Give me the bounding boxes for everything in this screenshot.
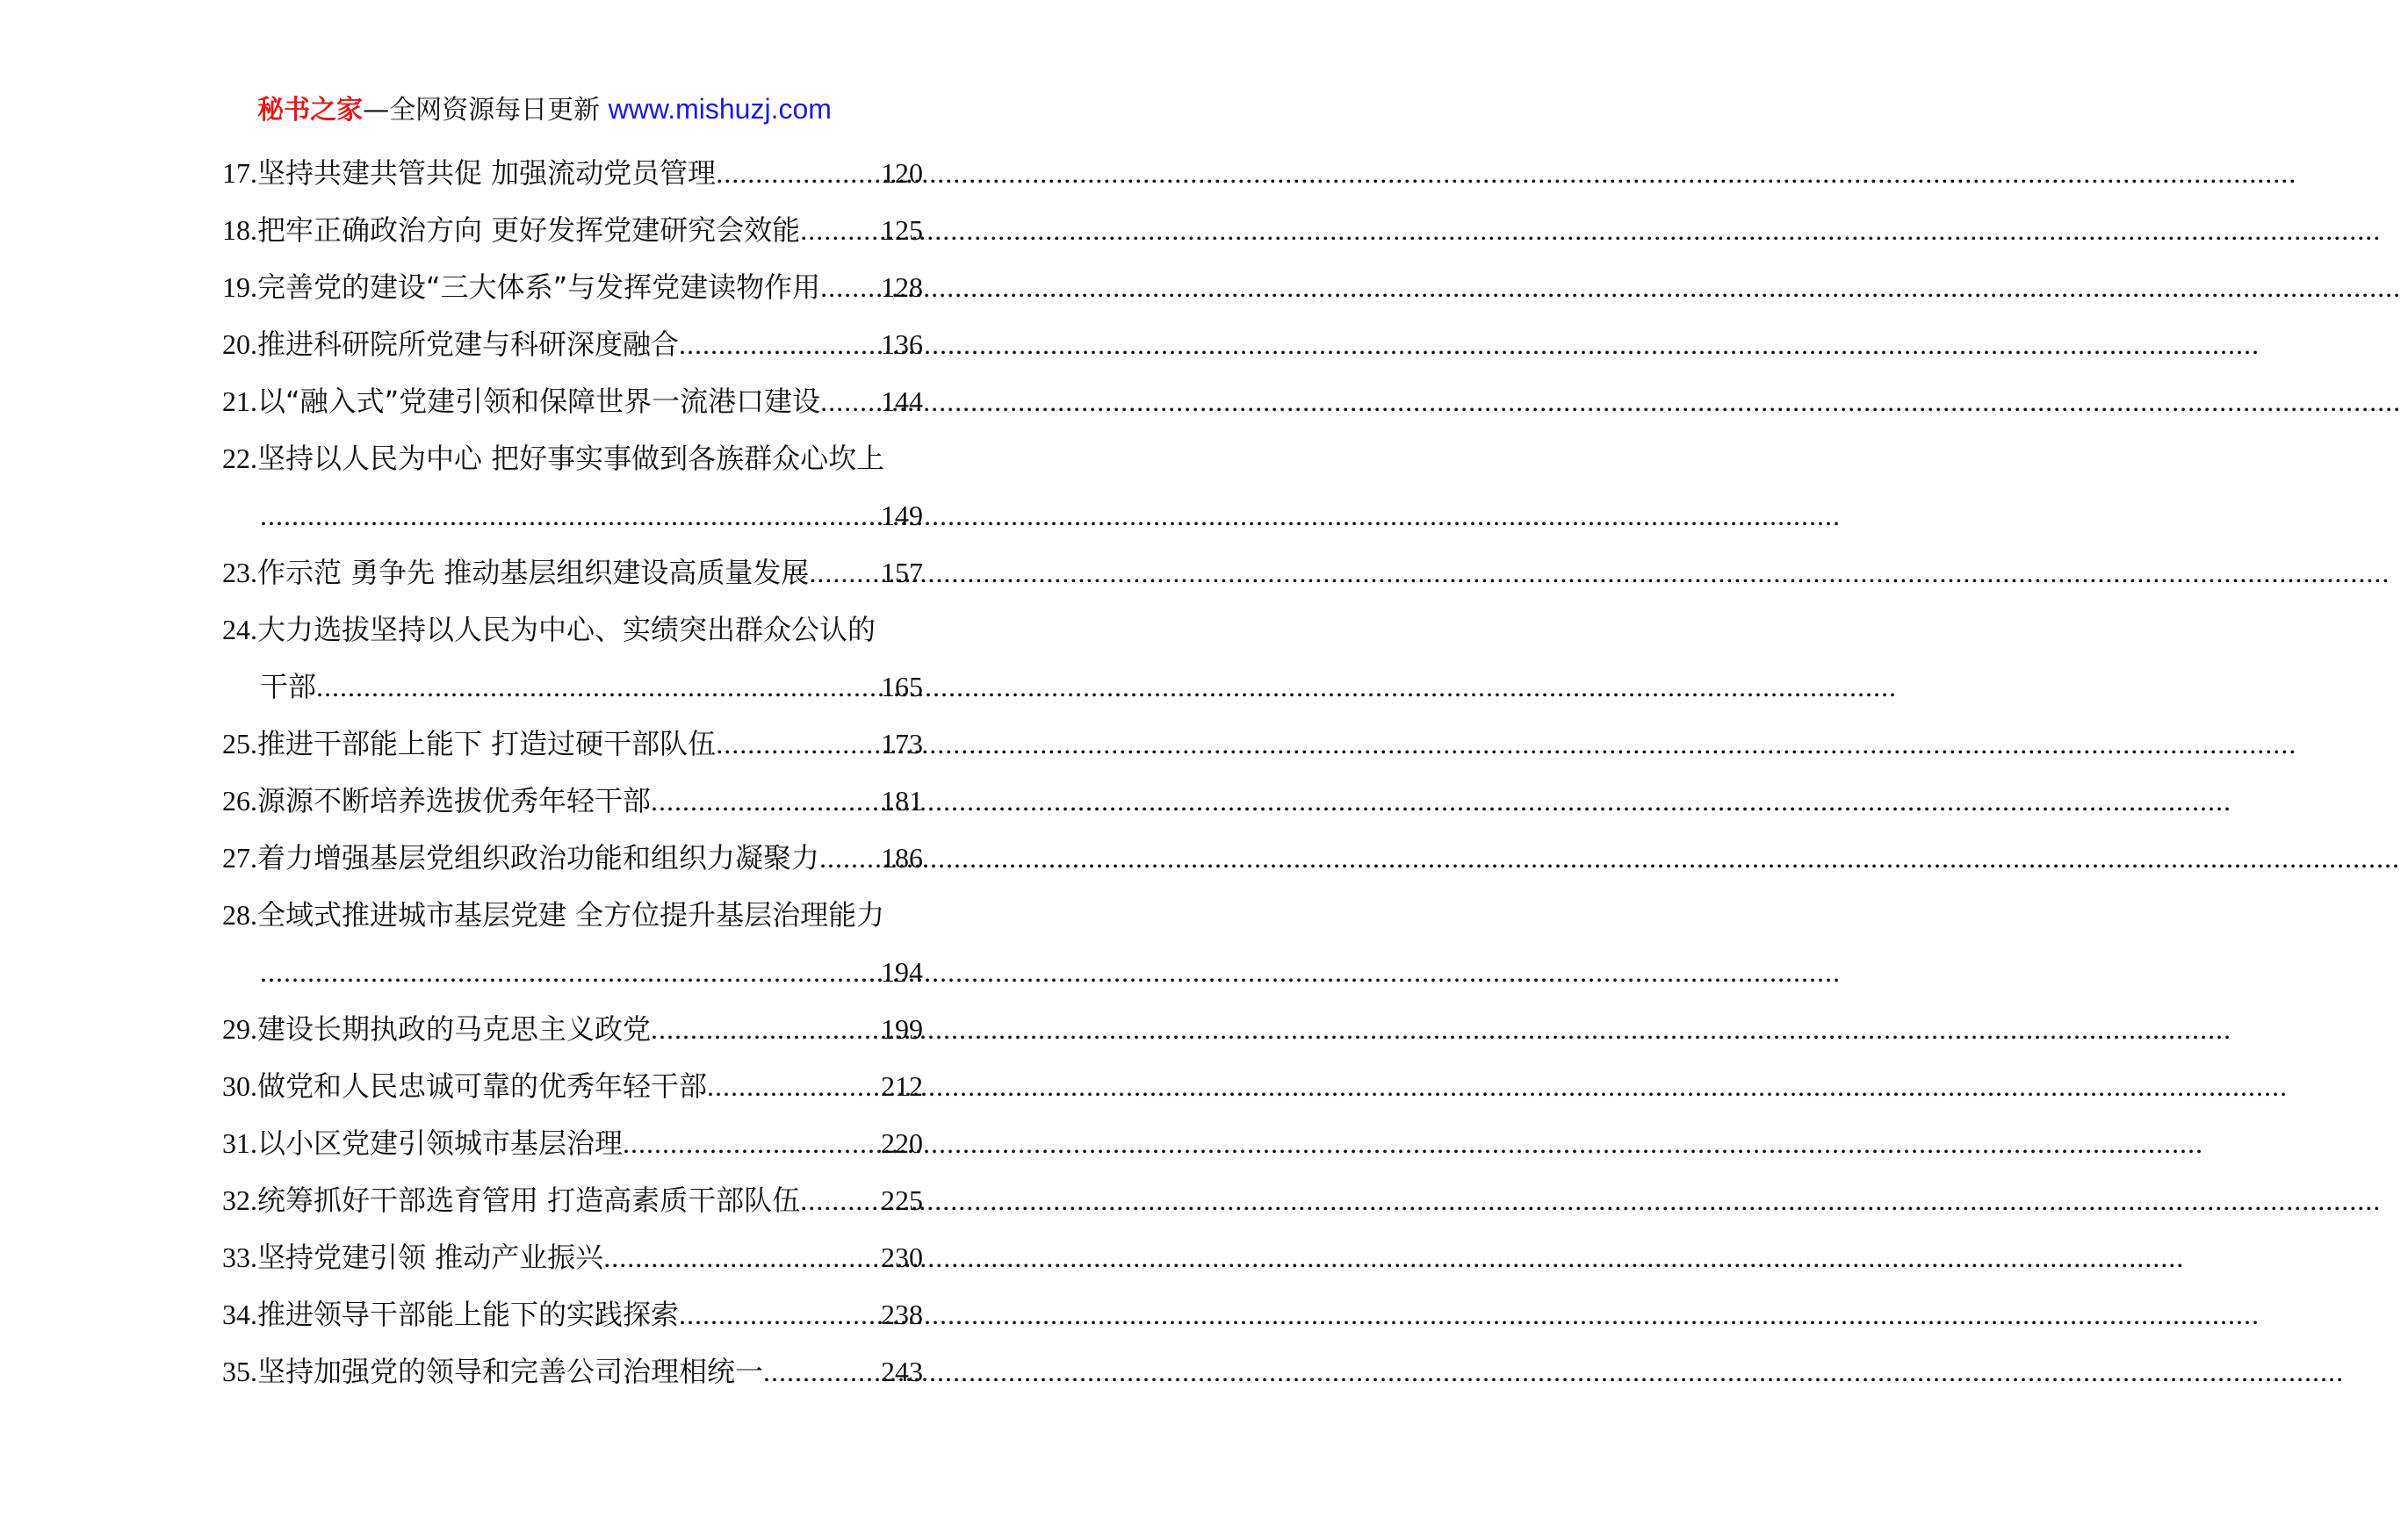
toc-entry-page-number: 212 — [881, 1070, 923, 1102]
toc-entry-title-continued: 干部 — [260, 670, 317, 703]
toc-entry-line — [222, 1058, 923, 1115]
toc-entry-title: 坚持共建共管共促 加强流动党员管理 — [257, 156, 717, 190]
toc-entry-line — [222, 1286, 923, 1343]
dot-leader — [819, 830, 879, 887]
toc-entry-number: 19. — [222, 271, 257, 303]
toc-entry-number: 25. — [222, 728, 257, 759]
toc-entry-line — [222, 944, 923, 1001]
toc-entry-line — [222, 259, 923, 316]
table-of-contents — [222, 145, 923, 1400]
toc-entry[interactable] — [222, 773, 923, 830]
toc-entry-title: 源源不断培养选拔优秀年轻干部 — [257, 784, 652, 817]
toc-entry-line — [222, 373, 923, 430]
toc-entry-title: 坚持加强党的领导和完善公司治理相统一 — [257, 1355, 764, 1388]
toc-entry[interactable] — [222, 259, 923, 316]
toc-entry-title: 以小区党建引领城市基层治理 — [257, 1126, 624, 1160]
dot-leader — [651, 1001, 879, 1058]
toc-entry-line — [222, 1115, 923, 1172]
toc-entry-page-number: 230 — [881, 1241, 923, 1273]
toc-entry-number: 32. — [222, 1184, 257, 1216]
toc-entry-page-number: 128 — [881, 271, 923, 303]
toc-entry[interactable] — [222, 544, 923, 601]
dot-leader — [820, 373, 879, 430]
toc-entry[interactable] — [222, 1115, 923, 1172]
toc-entry-line — [222, 1001, 923, 1058]
toc-entry-page-number: 238 — [881, 1299, 923, 1330]
header-tagline: —全网资源每日更新 — [363, 95, 609, 126]
toc-entry-line — [222, 1343, 923, 1400]
toc-entry-title: 推进科研院所党建与科研深度融合 — [257, 327, 680, 361]
toc-entry-title: 坚持党建引领 推动产业振兴 — [257, 1241, 604, 1274]
dot-leader — [800, 202, 879, 259]
toc-entry-line — [222, 601, 923, 658]
toc-entry[interactable] — [222, 145, 923, 202]
site-header — [0, 90, 1089, 130]
toc-entry[interactable] — [222, 430, 923, 544]
toc-entry-line — [222, 1229, 923, 1286]
toc-entry-line — [222, 145, 923, 202]
dot-leader — [679, 1286, 879, 1343]
toc-entry[interactable] — [222, 716, 923, 773]
toc-entry-number: 20. — [222, 328, 257, 360]
toc-entry-number: 34. — [222, 1299, 257, 1330]
toc-entry-page-number: 125 — [881, 214, 923, 246]
dot-leader — [679, 316, 879, 373]
toc-entry-line — [222, 773, 923, 830]
toc-entry-page-number: 194 — [881, 956, 923, 988]
toc-entry-title: 推进领导干部能上能下的实践探索 — [257, 1298, 680, 1331]
toc-entry[interactable] — [222, 601, 923, 716]
dot-leader — [707, 1058, 879, 1115]
toc-entry[interactable] — [222, 316, 923, 373]
toc-entry-number: 27. — [222, 842, 257, 874]
toc-entry-number: 31. — [222, 1127, 257, 1159]
toc-entry-page-number: 157 — [881, 557, 923, 588]
toc-entry-page-number: 186 — [881, 842, 923, 874]
toc-entry-title: 建设长期执政的马克思主义政党 — [257, 1012, 652, 1046]
toc-entry-number: 35. — [222, 1356, 257, 1387]
toc-entry-page-number: 243 — [881, 1356, 923, 1387]
toc-entry-number: 22. — [222, 443, 257, 474]
toc-entry-number: 33. — [222, 1241, 257, 1273]
toc-entry-page-number: 225 — [881, 1184, 923, 1216]
toc-entry-page-number: 181 — [881, 785, 923, 817]
toc-entry-number: 23. — [222, 557, 257, 588]
toc-entry-line — [222, 830, 923, 887]
toc-entry-page-number: 165 — [881, 671, 923, 702]
toc-entry[interactable] — [222, 887, 923, 1001]
toc-entry-line — [222, 316, 923, 373]
toc-entry-number: 30. — [222, 1070, 257, 1102]
toc-entry-line — [222, 544, 923, 601]
toc-entry-title: 完善党的建设“三大体系”与发挥党建读物作用 — [257, 270, 821, 304]
toc-entry[interactable] — [222, 1001, 923, 1058]
toc-entry[interactable] — [222, 1172, 923, 1229]
toc-entry-number: 21. — [222, 385, 257, 417]
dot-leader — [800, 1172, 879, 1229]
toc-entry-title: 坚持以人民为中心 把好事实事做到各族群众心坎上 — [257, 442, 885, 475]
toc-entry-number: 18. — [222, 214, 257, 246]
toc-entry-title: 作示范 勇争先 推动基层组织建设高质量发展 — [257, 556, 810, 589]
toc-entry-title: 把牢正确政治方向 更好发挥党建研究会效能 — [257, 213, 801, 247]
dot-leader — [716, 145, 879, 202]
toc-entry-number: 29. — [222, 1013, 257, 1045]
toc-entry-page-number: 173 — [881, 728, 923, 759]
dot-leader — [260, 944, 879, 1001]
toc-entry[interactable] — [222, 1229, 923, 1286]
toc-entry-line — [222, 1172, 923, 1229]
toc-entry-page-number: 149 — [881, 500, 923, 531]
toc-entry-line — [222, 487, 923, 544]
toc-entry-page-number: 144 — [881, 385, 923, 417]
toc-entry-title: 全域式推进城市基层党建 全方位提升基层治理能力 — [257, 898, 885, 932]
toc-entry[interactable] — [222, 1343, 923, 1400]
toc-entry-page-number: 199 — [881, 1013, 923, 1045]
toc-entry-line — [222, 716, 923, 773]
toc-entry-title: 着力增强基层党组织政治功能和组织力凝聚力 — [257, 841, 820, 874]
toc-entry-number: 26. — [222, 785, 257, 817]
dot-leader — [260, 487, 879, 544]
dot-leader — [763, 1343, 879, 1400]
toc-entry-number: 17. — [222, 157, 257, 189]
toc-entry-title: 做党和人民忠诚可靠的优秀年轻干部 — [257, 1069, 708, 1103]
dot-leader — [651, 773, 879, 830]
toc-entry-number: 28. — [222, 899, 257, 931]
dot-leader — [820, 259, 879, 316]
toc-entry-title: 推进干部能上能下 打造过硬干部队伍 — [257, 727, 717, 760]
toc-entry[interactable] — [222, 1058, 923, 1115]
toc-entry-line — [222, 887, 923, 944]
toc-entry-page-number: 136 — [881, 328, 923, 360]
toc-entry-title: 以“融入式”党建引领和保障世界一流港口建设 — [257, 385, 821, 418]
dot-leader — [623, 1115, 879, 1172]
toc-entry[interactable] — [222, 202, 923, 259]
toc-entry-line — [222, 430, 923, 487]
dot-leader — [316, 658, 879, 716]
toc-entry[interactable] — [222, 830, 923, 887]
toc-entry-line — [222, 202, 923, 259]
brand-name: 秘书之家 — [257, 95, 364, 126]
site-url-link[interactable]: www.mishuzj.com — [608, 93, 832, 125]
dot-leader — [716, 716, 879, 773]
dot-leader — [809, 544, 879, 601]
toc-entry[interactable] — [222, 373, 923, 430]
toc-entry-number: 24. — [222, 614, 257, 645]
toc-entry-page-number: 120 — [881, 157, 923, 189]
toc-entry-line — [222, 658, 923, 716]
dot-leader — [603, 1229, 879, 1286]
toc-entry-page-number: 220 — [881, 1127, 923, 1159]
toc-entry-title: 大力选拔坚持以人民为中心、实绩突出群众公认的 — [257, 613, 876, 646]
toc-entry-title: 统筹抓好干部选育管用 打造高素质干部队伍 — [257, 1184, 801, 1217]
toc-entry[interactable] — [222, 1286, 923, 1343]
